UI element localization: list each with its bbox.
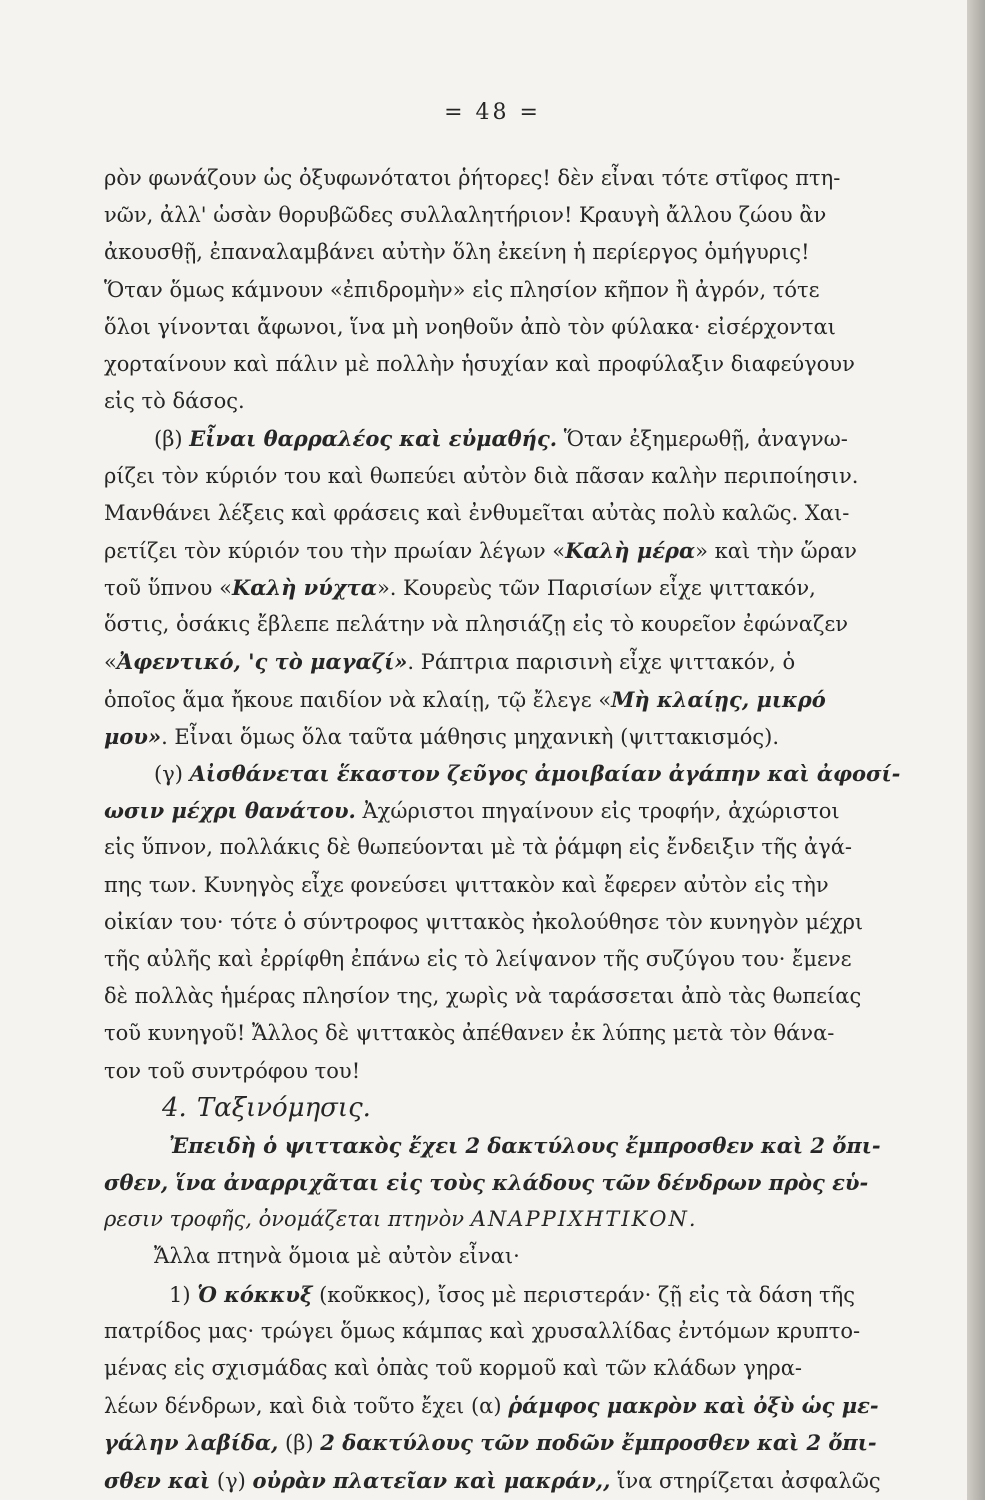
- body-text: [104, 160, 964, 1499]
- term-uppercase: ΑΝΑΡΡΙΧΗΤΙΚΟΝ.: [470, 1207, 698, 1232]
- text-line: πατρίδος μας· τρώγει ὅμως κάμπας καὶ χρυσαλλίδας ἐντόμων κρυπτο-: [104, 1318, 861, 1343]
- emphasis-text: οὐρὰν πλατεῖαν καὶ μακράν,,: [252, 1467, 611, 1493]
- text-run: ἵνα στηρίζεται ἀσφαλῶς: [610, 1468, 881, 1493]
- text-run: «: [104, 650, 117, 675]
- text-line: τῆς αὐλῆς καὶ ἐρρίφθη ἐπάνω εἰς τὸ λείψανον τῆς συζύγου του· ἔμενε: [104, 946, 852, 971]
- section-number: 4.: [162, 1092, 187, 1123]
- text-line: ρίζει τὸν κύριόν του καὶ θωπεύει αὐτὸν διὰ πᾶσαν καλὴν περιποίησιν.: [104, 463, 859, 488]
- text-line: εἰς τὸ δάσος.: [104, 389, 245, 414]
- emphasis-text: μου»: [104, 723, 162, 749]
- text-line: οἰκίαν του· τότε ὁ σύντροφος ψιττακὸς ἠκολούθησε τὸν κυνηγὸν μέχρι: [104, 909, 864, 934]
- emphasis-text: Ὁ κόκκυξ: [197, 1281, 313, 1307]
- text-line: δὲ πολλὰς ἡμέρας πλησίον της, χωρὶς νὰ ταράσσεται ἀπὸ τὰς θωπείας: [104, 984, 862, 1009]
- text-run: τοῦ ὕπνου «: [104, 576, 232, 601]
- text-run: » καὶ τὴν ὥραν: [695, 538, 857, 563]
- text-run: (β): [278, 1431, 321, 1456]
- text-line: πης των. Κυνηγὸς εἶχε φονεύσει ψιττακὸν καὶ ἔφερεν αὐτὸν εἰς τὴν: [104, 872, 829, 897]
- text-run: Ἀχώριστοι πηγαίνουν εἰς τροφήν, ἀχώριστοι: [355, 799, 840, 824]
- text-line: νῶν, ἀλλ' ὡσὰν θορυβῶδες συλλαλητήριον! Κραυγὴ ἄλλου ζώου ἂν: [104, 203, 827, 228]
- emphasis-text: Αἰσθάνεται ἕκαστον ζεῦγος ἀμοιβαίαν ἀγάπην καὶ ἀφοσί-: [189, 761, 901, 786]
- text-run: λέων δένδρων, καὶ διὰ τοῦτο ἔχει (α): [104, 1394, 509, 1419]
- text-line: τον τοῦ συντρόφου του!: [104, 1058, 361, 1083]
- text-line: [104, 1424, 964, 1461]
- text-line: ρὸν φωνάζουν ὡς ὀξυφωνότατοι ῥήτορες! δὲν εἶναι τότε στῖφος πτη-: [104, 166, 841, 190]
- section-heading: [104, 1090, 964, 1127]
- page-number: = 48 =: [444, 100, 541, 125]
- text-run: ρετίζει τὸν κύριόν του τὴν πρωίαν λέγων «: [104, 538, 566, 563]
- text-run: (β): [154, 427, 190, 452]
- page-edge-shadow: [967, 0, 985, 1500]
- text-line: [104, 718, 964, 755]
- text-line: Ἄλλα πτηνὰ ὅμοια μὲ αὐτὸν εἶναι·: [154, 1244, 520, 1269]
- emphasis-text: Καλὴ νύχτα: [231, 575, 377, 601]
- text-line: [104, 755, 964, 792]
- text-run: 1): [169, 1282, 198, 1307]
- text-line: ἀκουσθῇ, ἐπαναλαμβάνει αὐτὴν ὅλη ἐκείνη ἡ περίεργος ὁμήγυρις!: [104, 240, 810, 265]
- text-line: ὅστις, ὁσάκις ἔβλεπε πελάτην νὰ πλησιάζῃ εἰς τὸ κουρεῖον ἐφώναζεν: [104, 612, 849, 637]
- emphasis-text: ῥάμφος μακρὸν καὶ ὀξὺ ὡς με-: [508, 1393, 879, 1419]
- text-run: . Εἶναι ὅμως ὅλα ταῦτα μάθησις μηχανικὴ (ψιττακισμός).: [161, 724, 780, 749]
- emphasis-text: 2 δακτύλους τῶν ποδῶν ἔμπροσθεν καὶ 2 ὄπι-: [320, 1430, 877, 1456]
- text-line: [104, 1462, 964, 1499]
- emphasis-text: Ἀφεντικό, 'ς τὸ μαγαζί»: [116, 649, 408, 675]
- text-line: ὅλοι γίνονται ἄφωνοι, ἵνα μὴ νοηθοῦν ἀπὸ τὸν φύλακα· εἰσέρχονται: [104, 314, 836, 339]
- emphasis-text: γάλην λαβίδα,: [104, 1430, 279, 1456]
- text-line: [104, 643, 964, 680]
- text-line: χορταίνουν καὶ πάλιν μὲ πολλὴν ἡσυχίαν καὶ προφύλαξιν διαφεύγουν: [104, 351, 855, 376]
- text-line: Ἐπειδὴ ὁ ψιττακὸς ἔχει 2 δακτύλους ἔμπροσθεν καὶ 2 ὄπι-: [169, 1132, 881, 1158]
- text-line: [104, 1387, 964, 1424]
- text-run: (γ): [210, 1468, 253, 1493]
- text-line: μένας εἰς σχισμάδας καὶ ὀπὰς τοῦ κορμοῦ καὶ τῶν κλάδων γηρα-: [104, 1356, 802, 1380]
- emphasis-text: Μὴ κλαίῃς, μικρό: [611, 686, 826, 712]
- text-line: Ὅταν ὅμως κάμνουν «ἐπιδρομὴν» εἰς πλησίον κῆπον ἢ ἀγρόν, τότε: [104, 277, 820, 302]
- text-line: [104, 681, 964, 718]
- text-run: Ὅταν ἐξημερωθῇ, ἀναγνω-: [557, 427, 848, 452]
- text-line: [104, 532, 964, 569]
- text-line: τοῦ κυνηγοῦ! Ἄλλος δὲ ψιττακὸς ἀπέθανεν ἐκ λύπης μετὰ τὸν θάνα-: [104, 1021, 835, 1046]
- text-line: [104, 420, 964, 457]
- section-title: Ταξινόμησις.: [196, 1092, 371, 1123]
- text-line: Μανθάνει λέξεις καὶ φράσεις καὶ ἐνθυμεῖται αὐτὰς πολὺ καλῶς. Χαι-: [104, 500, 850, 525]
- emphasis-text: ωσιν μέχρι θανάτου.: [104, 798, 356, 824]
- text-line: [104, 1276, 964, 1313]
- text-run: (κοῦκκος), ἴσος μὲ περιστεράν· ζῇ εἰς τὰ δάση τῆς: [312, 1282, 856, 1307]
- text-line: [104, 569, 964, 606]
- text-run: ὁποῖος ἅμα ἤκουε παιδίον νὰ κλαίῃ, τῷ ἔλεγε «: [104, 687, 612, 712]
- text-line: [104, 1201, 964, 1238]
- text-line: σθεν, ἵνα ἀναρριχᾶται εἰς τοὺς κλάδους τῶν δένδρων πρὸς εὑ-: [104, 1170, 869, 1196]
- text-line: εἰς ὕπνον, πολλάκις δὲ θωπεύονται μὲ τὰ ῥάμφη εἰς ἔνδειξιν τῆς ἀγά-: [104, 835, 853, 860]
- text-run: (γ): [154, 762, 190, 786]
- text-run: . Ράπτρια παρισινὴ εἶχε ψιττακόν, ὁ: [407, 650, 796, 675]
- emphasis-text: ρεσιν τροφῆς, ὀνομάζεται πτηνὸν: [104, 1207, 471, 1232]
- emphasis-text: Καλὴ μέρα: [565, 537, 696, 563]
- emphasis-text: Εἶναι θαρραλέος καὶ εὐμαθής.: [189, 426, 558, 452]
- text-line: [104, 792, 964, 829]
- emphasis-text: σθεν καὶ: [104, 1467, 211, 1493]
- text-run: ». Κουρεὺς τῶν Παρισίων εἶχε ψιττακόν,: [376, 576, 816, 601]
